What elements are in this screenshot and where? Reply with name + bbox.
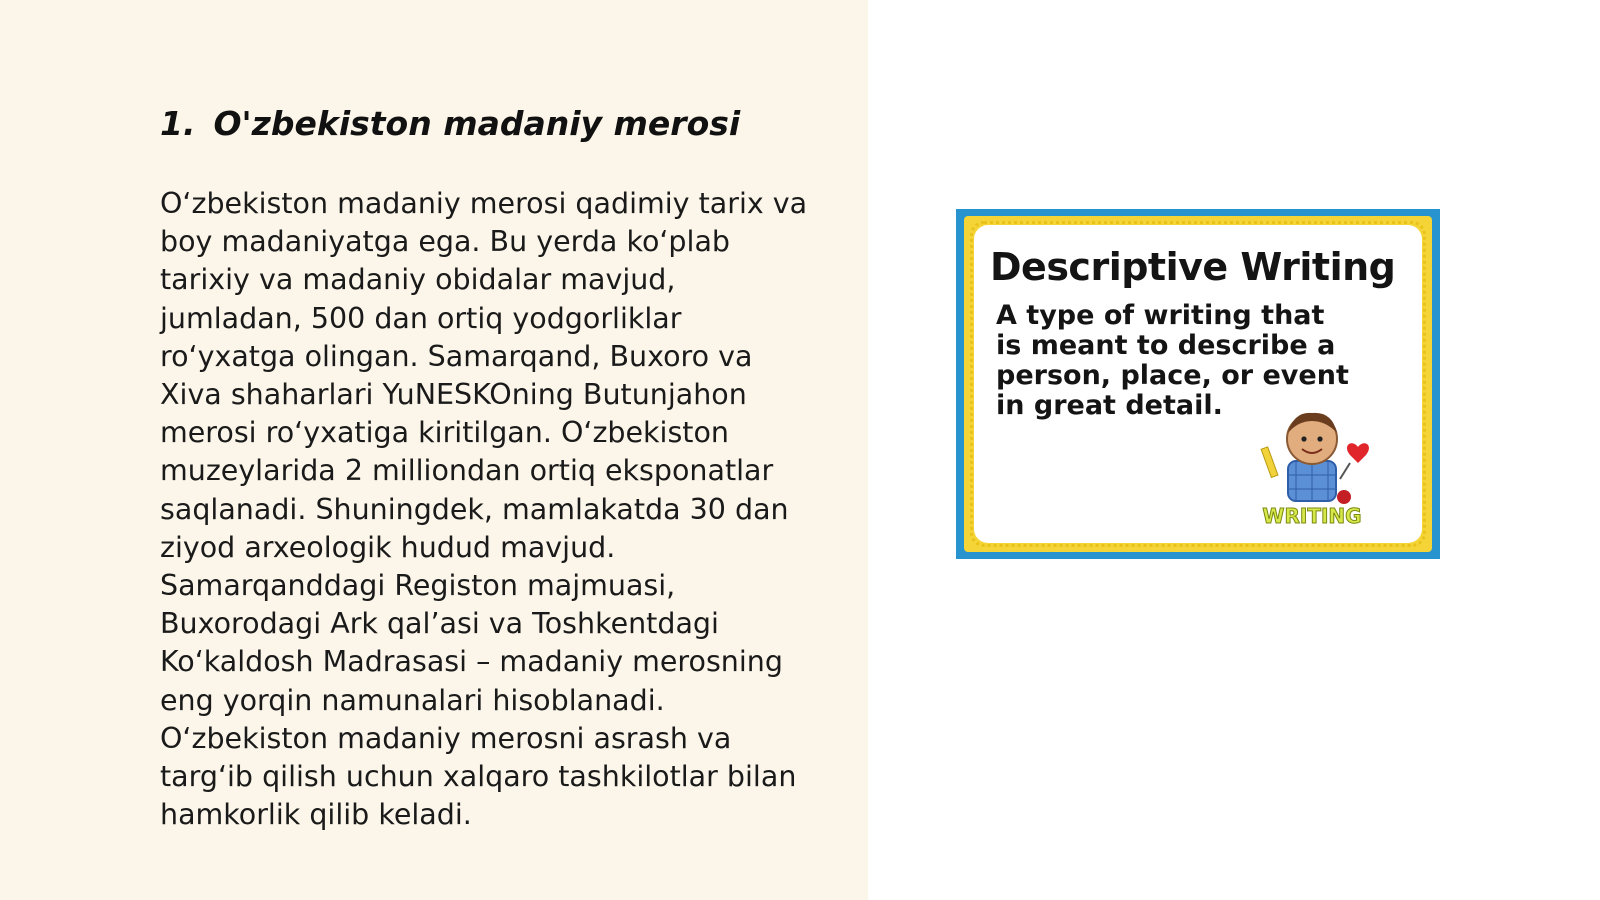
title-number: 1.	[160, 104, 196, 143]
writing-badge-text: WRITING	[1262, 504, 1362, 528]
slide-title	[160, 104, 740, 143]
title-text: O'zbekiston madaniy merosi	[213, 104, 741, 143]
child-writing-illustration	[1246, 399, 1386, 529]
poster-definition: A type of writing that is meant to describe a person, place, or event in great detail.	[996, 300, 1349, 421]
descriptive-writing-poster	[956, 209, 1440, 559]
body-paragraph: O‘zbekiston madaniy merosi qadimiy tarix va boy madaniyatga ega. Bu yerda ko‘plab tarixiy va madaniy obidalar mavjud, jumladan, 500 dan ortiq yodgorliklar ro‘yxatga olingan. Samarqand, Buxoro va Xiva shaharlari YuNESKOning Butunjahon merosi ro‘yxatiga kiritilgan. O‘zbekiston muzeylarida 2 milliondan ortiq eksponatlar saqlanadi. Shuningdek, mamlakatda 30 dan ziyod arxeologik hudud mavjud. Samarqanddagi Registon majmuasi, Buxorodagi Ark qal’asi va Toshkentdagi Ko‘kaldosh Madrasasi – madaniy merosning eng yorqin namunalari hisoblanadi. O‘zbekiston madaniy merosni asrash va targ‘ib qilish uchun xalqaro tashkilotlar bilan hamkorlik qilib keladi.	[160, 187, 808, 832]
poster-heading: Descriptive Writing	[990, 245, 1396, 289]
